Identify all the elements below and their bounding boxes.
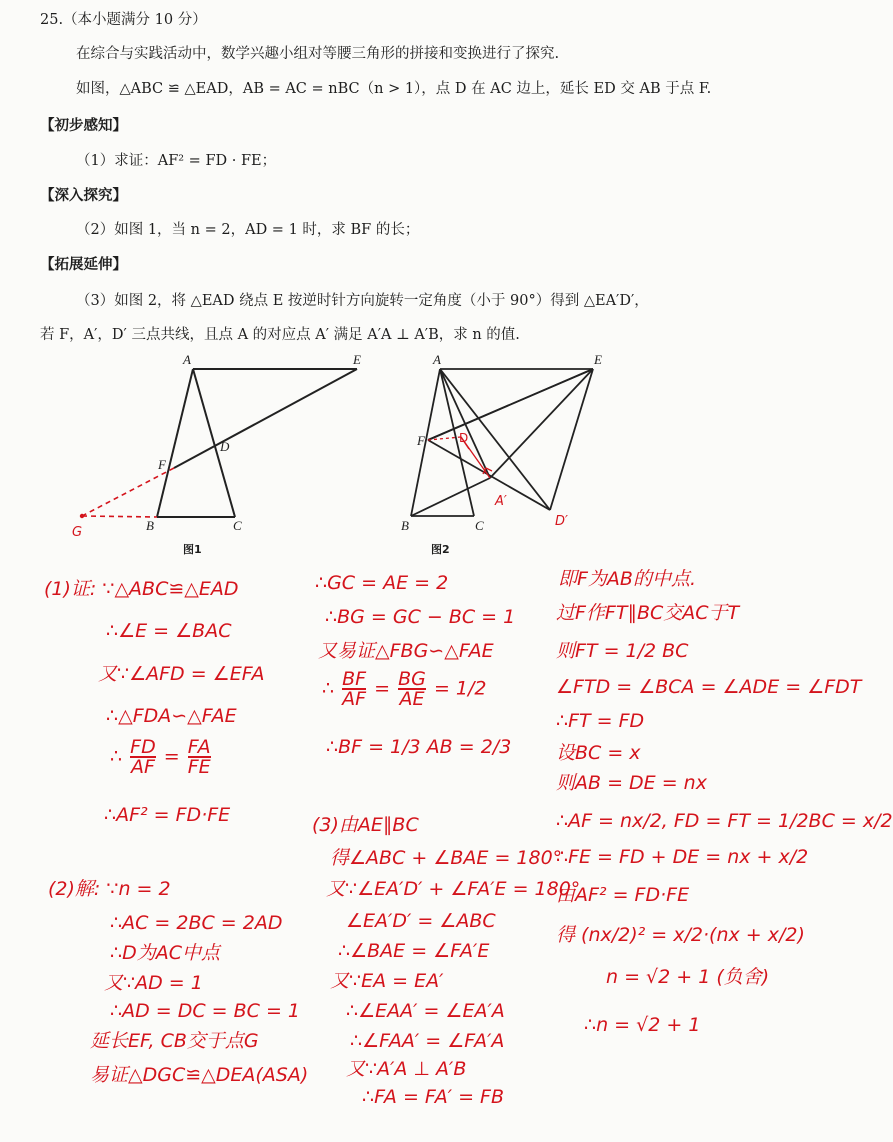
hw-col3-line1: 即F为AB的中点. (558, 568, 697, 590)
fig2-label-d: D (459, 431, 469, 445)
section-heading-3: 【拓展延伸】 (40, 257, 127, 273)
hw-col3-line11: 得 (nx/2)² = x/2·(nx + x/2) (556, 924, 805, 946)
fig1-label-b: B (146, 518, 154, 533)
hw-fraction-bf-af: $\frac{BF}{AF}$ (342, 668, 367, 710)
hw-col3-line5: ∴FT = FD (556, 710, 645, 732)
hw-fraction-bg-ae: $\frac{BG}{AE}$ (398, 668, 426, 710)
fig2-label-e: E (594, 352, 602, 367)
fig2-label-c: C (475, 518, 484, 533)
hw-col2-line6: (3)由AE∥BC (312, 814, 419, 836)
problem-given: 如图，△ABC ≌ △EAD，AB = AC = nBC（n > 1），点 D 在 AC 边上，延长 ED 交 AB 于点 F. (76, 81, 712, 97)
problem-intro: 在综合与实践活动中，数学兴趣小组对等腰三角形的拼接和变换进行了探究. (76, 46, 560, 62)
hw-col1-line7: (2)解: ∵n = 2 (48, 878, 171, 900)
hw-col3-line7: 则AB = DE = nx (556, 772, 707, 794)
hw-col3-line4: ∠FTD = ∠BCA = ∠ADE = ∠FDT (556, 676, 862, 698)
hw-therefore: ∴ (110, 745, 123, 768)
question-1: （1）求证：AF² = FD · FE； (76, 153, 277, 169)
hw-col1-line11: ∴AD = DC = BC = 1 (110, 1000, 300, 1022)
hw-col1-line1: (1)证: ∵△ABC≌△EAD (44, 578, 239, 600)
hw-col1-line2: ∴∠E = ∠BAC (106, 620, 232, 642)
problem-header: 25.（本小题满分 10 分） (40, 12, 207, 28)
hw-col3-line2: 过F作FT∥BC交AC于T (556, 602, 740, 624)
hw-col2-line1: ∴GC = AE = 2 (315, 572, 449, 594)
fig1-label-f: F (158, 457, 166, 472)
fig2-label-a-prime: A′ (495, 494, 507, 509)
hw-col1-line4: ∴△FDA∽△FAE (106, 705, 237, 727)
hw-col1-line13: 易证△DGC≌△DEA(ASA) (90, 1064, 309, 1086)
fig2-label-f: F (417, 433, 425, 448)
hw-col1-line6: ∴AF² = FD·FE (104, 804, 231, 826)
question-3-line1: （3）如图 2，将 △EAD 绕点 E 按逆时针方向旋转一定角度（小于 90°）得到 △EA′D′， (76, 293, 649, 309)
hw-col3-line9: ∴FE = FD + DE = nx + x/2 (556, 846, 809, 868)
hw-col1-line12: 延长EF, CB交于点G (90, 1030, 259, 1052)
hw-col1-line9: ∴D为AC中点 (110, 942, 220, 964)
hw-fraction-fd-af: $\frac{FD}{AF}$ (130, 736, 156, 778)
hw-col2-line8: 又∵∠EA′D′ + ∠FA′E = 180° (326, 878, 581, 900)
hw-col2-line3: 又易证△FBG∽△FAE (318, 640, 494, 662)
hw-col3-line10: 由AF² = FD·FE (556, 884, 690, 906)
fig1-label-d: D (220, 439, 230, 454)
hw-col1-line5: ∴ $\frac{FD}{AF}$ = $\frac{FA}{FE}$ (110, 736, 211, 778)
hw-col2-line9: ∠EA′D′ = ∠ABC (346, 910, 496, 932)
section-heading-2: 【深入探究】 (40, 188, 127, 204)
hw-col1-line8: ∴AC = 2BC = 2AD (110, 912, 283, 934)
hw-col1-line10: 又∵AD = 1 (104, 972, 203, 994)
fig1-label-e: E (353, 352, 361, 367)
hw-col2-line4: ∴ $\frac{BF}{AF}$ = $\frac{BG}{AE}$ = 1/2 (322, 668, 487, 710)
hw-col2-line10: ∴∠BAE = ∠FA′E (338, 940, 490, 962)
fig2-label-d-prime: D′ (555, 514, 568, 529)
fig1-label-c: C (233, 518, 242, 533)
hw-fraction-fa-fe: $\frac{FA}{FE}$ (187, 736, 211, 778)
question-3-line2: 若 F，A′，D′ 三点共线，且点 A 的对应点 A′ 满足 A′A ⊥ A′B，求 n 的值. (40, 327, 520, 343)
hw-col2-line5: ∴BF = 1/3 AB = 2/3 (326, 736, 512, 758)
hw-col3-line8: ∴AF = nx/2, FD = FT = 1/2BC = x/2 (556, 810, 893, 832)
hw-col2-line11: 又∵EA = EA′ (330, 970, 444, 992)
figure-1 (60, 350, 380, 550)
fig1-label-a: A (183, 352, 191, 367)
hw-col3-line3: 则FT = 1/2 BC (556, 640, 689, 662)
hw-col2-line12: ∴∠EAA′ = ∠EA′A (346, 1000, 505, 1022)
hw-col1-line3: 又∵∠AFD = ∠EFA (98, 663, 265, 685)
question-2: （2）如图 1，当 n = 2，AD = 1 时，求 BF 的长； (76, 222, 420, 238)
hw-col2-line13: ∴∠FAA′ = ∠FA′A (350, 1030, 505, 1052)
hw-col3-line12: n = √2 + 1 (负舍) (606, 966, 770, 988)
fig2-label-a: A (433, 352, 441, 367)
fig1-label-g: G (72, 525, 83, 540)
hw-col3-line6: 设BC = x (556, 742, 641, 764)
fig2-label-b: B (401, 518, 409, 533)
hw-col2-line7: 得∠ABC + ∠BAE = 180° (330, 847, 563, 869)
figure-1-caption: 图1 (183, 543, 202, 556)
hw-col2-line15: ∴FA = FA′ = FB (362, 1086, 504, 1108)
figure-2 (395, 350, 625, 550)
section-heading-1: 【初步感知】 (40, 118, 127, 134)
hw-col3-line13: ∴n = √2 + 1 (584, 1014, 701, 1036)
figure-2-caption: 图2 (431, 543, 450, 556)
hw-col2-line14: 又∵A′A ⊥ A′B (346, 1058, 467, 1080)
hw-col2-line2: ∴BG = GC − BC = 1 (325, 606, 516, 628)
